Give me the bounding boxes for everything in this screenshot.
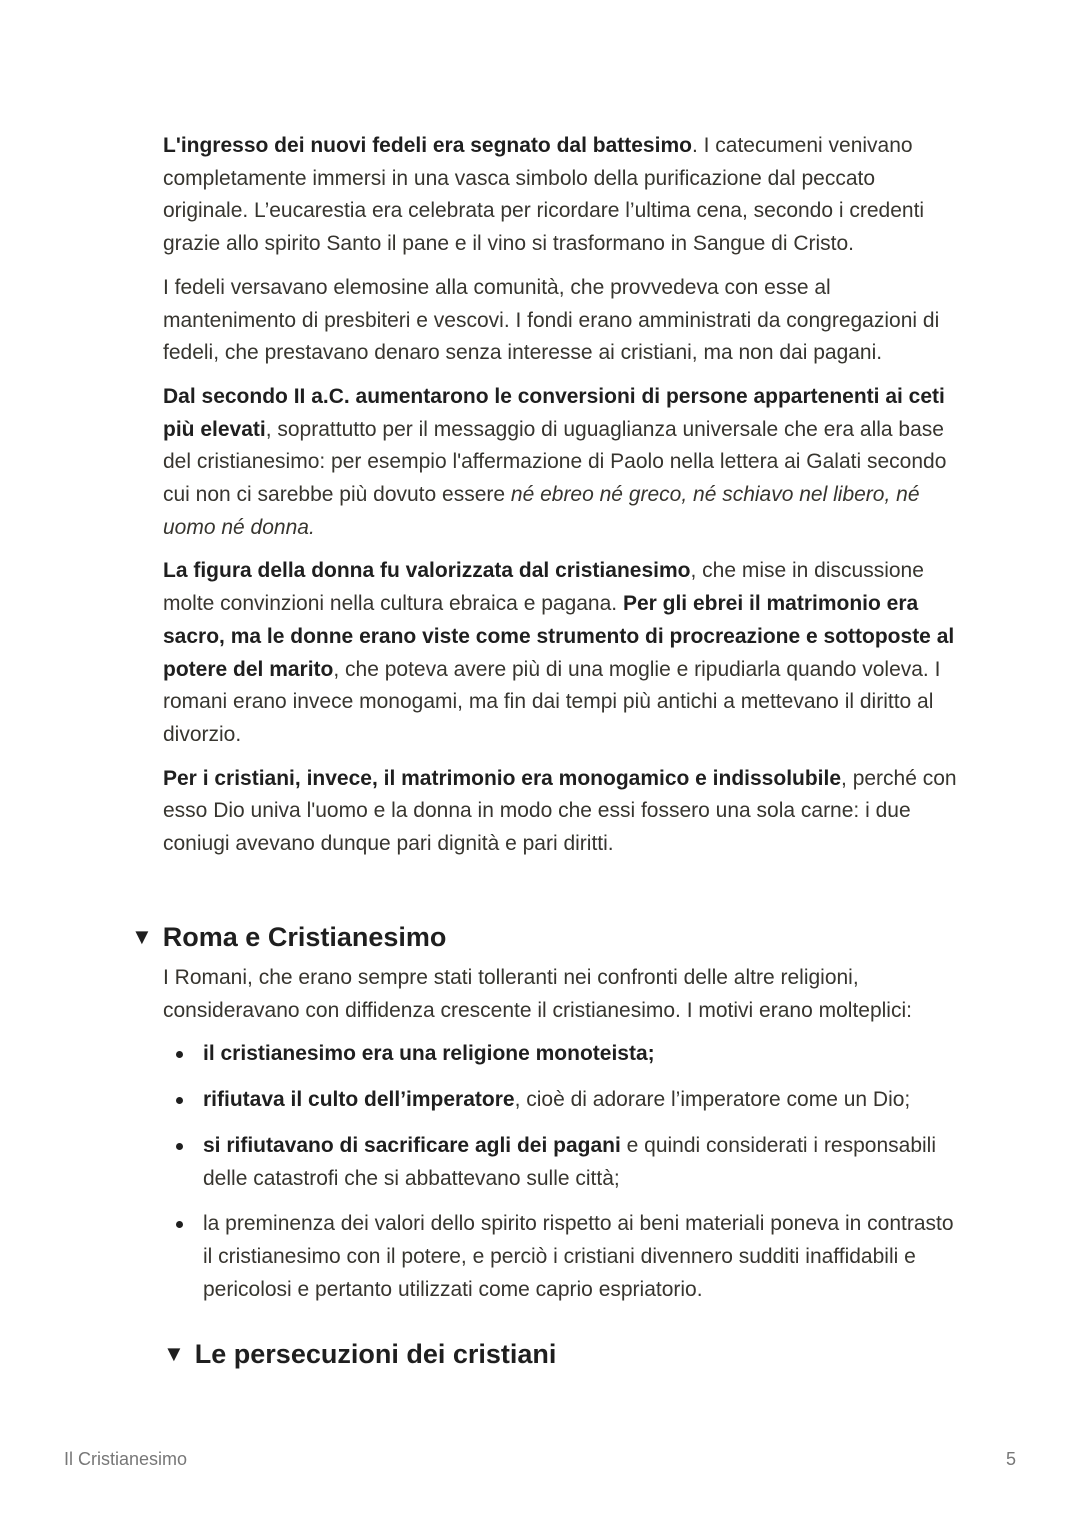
text-run: la preminenza dei valori dello spirito rispetto ai beni materiali poneva in contrasto il cristianesimo con il potere, e perciò i cristiani divennero sudditi inaffidabili e pericolosi e pertanto utilizzati come caprio espriatorio. [203,1212,954,1301]
text-bold: Dal secondo II a.C. aumentarono le conversioni di persone appartenenti ai ceti più elevati [163,384,945,441]
document-body [163,130,963,872]
text-bold: La figura della donna fu valorizzata dal cristianesimo [163,559,691,583]
text-run: , perché con esso Dio univa l'uomo e la donna in modo che essi fossero una sola carne: i due coniugi avevano dunque pari dignità e pari diritti. [163,766,957,856]
bullet-list [163,1038,963,1306]
text-bold: Per i cristiani, invece, il matrimonio era monogamico e indissolubile [163,766,842,790]
text-run: , che poteva avere più di una moglie e ripudiarla quando voleva. I romani erano invece monogami, ma fin dai tempi più antichi a mettevano il diritto al divorzio. [163,657,941,746]
list-item [163,1038,963,1071]
text-bold: Per gli ebrei il matrimonio era sacro, ma le donne erano viste come strumento di procreazione e sottoposte al potere del marito [163,592,955,681]
paragraph-alms [163,272,963,370]
text-run: I fedeli versavano elemosine alla comunità, che provvedeva con esse al mantenimento di presbiteri e vescovi. I fondi erano amministrati da congregazioni di fedeli, che prestavano denaro senza interesse ai cristiani, ma non dai pagani. [163,275,940,365]
text-bold: si rifiutavano di sacrificare agli dei pagani [203,1133,621,1157]
text-bold: rifiutava il culto dell’imperatore [203,1088,515,1112]
paragraph-marriage [163,763,963,861]
toggle-heading-roma[interactable] [131,919,446,955]
text-run: , cioè di adorare l’imperatore come un Dio; [514,1088,911,1112]
footer-page-number: 5 [1005,1449,1016,1469]
text-run: , soprattutto per il messaggio di uguaglianza universale che era alla base del cristianesimo: per esempio l'affermazione di Paolo nella lettera ai Galati secondo cui non ci sarebbe più dovuto essere [163,417,947,507]
toggle-triangle-icon[interactable]: ▼ [163,1341,185,1366]
list-item [163,1208,963,1306]
paragraph-women [163,555,963,751]
text-bold: L'ingresso dei nuovi fedeli era segnato dal battesimo [163,134,692,157]
section-title: Roma e Cristianesimo [162,922,447,952]
toggle-triangle-icon[interactable]: ▼ [131,924,153,949]
text-run: e quindi considerati i responsabili delle catastrofi che si abbattevano sulle città; [203,1133,936,1190]
section-roma-body [163,962,963,1319]
list-item [163,1130,963,1195]
section-intro: I Romani, che erano sempre stati tolleranti nei confronti delle altre religioni, consideravano con diffidenza crescente il cristianesimo. I motivi erano molteplici: [163,966,912,1022]
text-italic: né ebreo né greco, né schiavo nel libero, né uomo né donna. [163,483,920,539]
text-run: . I catecumeni venivano completamente immersi in una vasca simbolo della purificazione dal peccato originale. L’eucarestia era celebrata per ricordare l’ultima cena, secondo i credenti grazie allo spirito Santo il pane e il vino si trasformano in Sangue di Cristo. [163,134,925,256]
list-item [163,1084,963,1117]
text-bold: il cristianesimo era una religione monoteista; [203,1042,655,1066]
text-run: , che mise in discussione molte convinzioni nella cultura ebraica e pagana. [163,559,924,616]
paragraph-baptism [163,130,963,261]
footer-doc-title: Il Cristianesimo [64,1449,188,1469]
toggle-heading-persecuzioni[interactable] [163,1336,556,1372]
paragraph-conversions [163,381,963,545]
section-title: Le persecuzioni dei cristiani [194,1339,557,1369]
